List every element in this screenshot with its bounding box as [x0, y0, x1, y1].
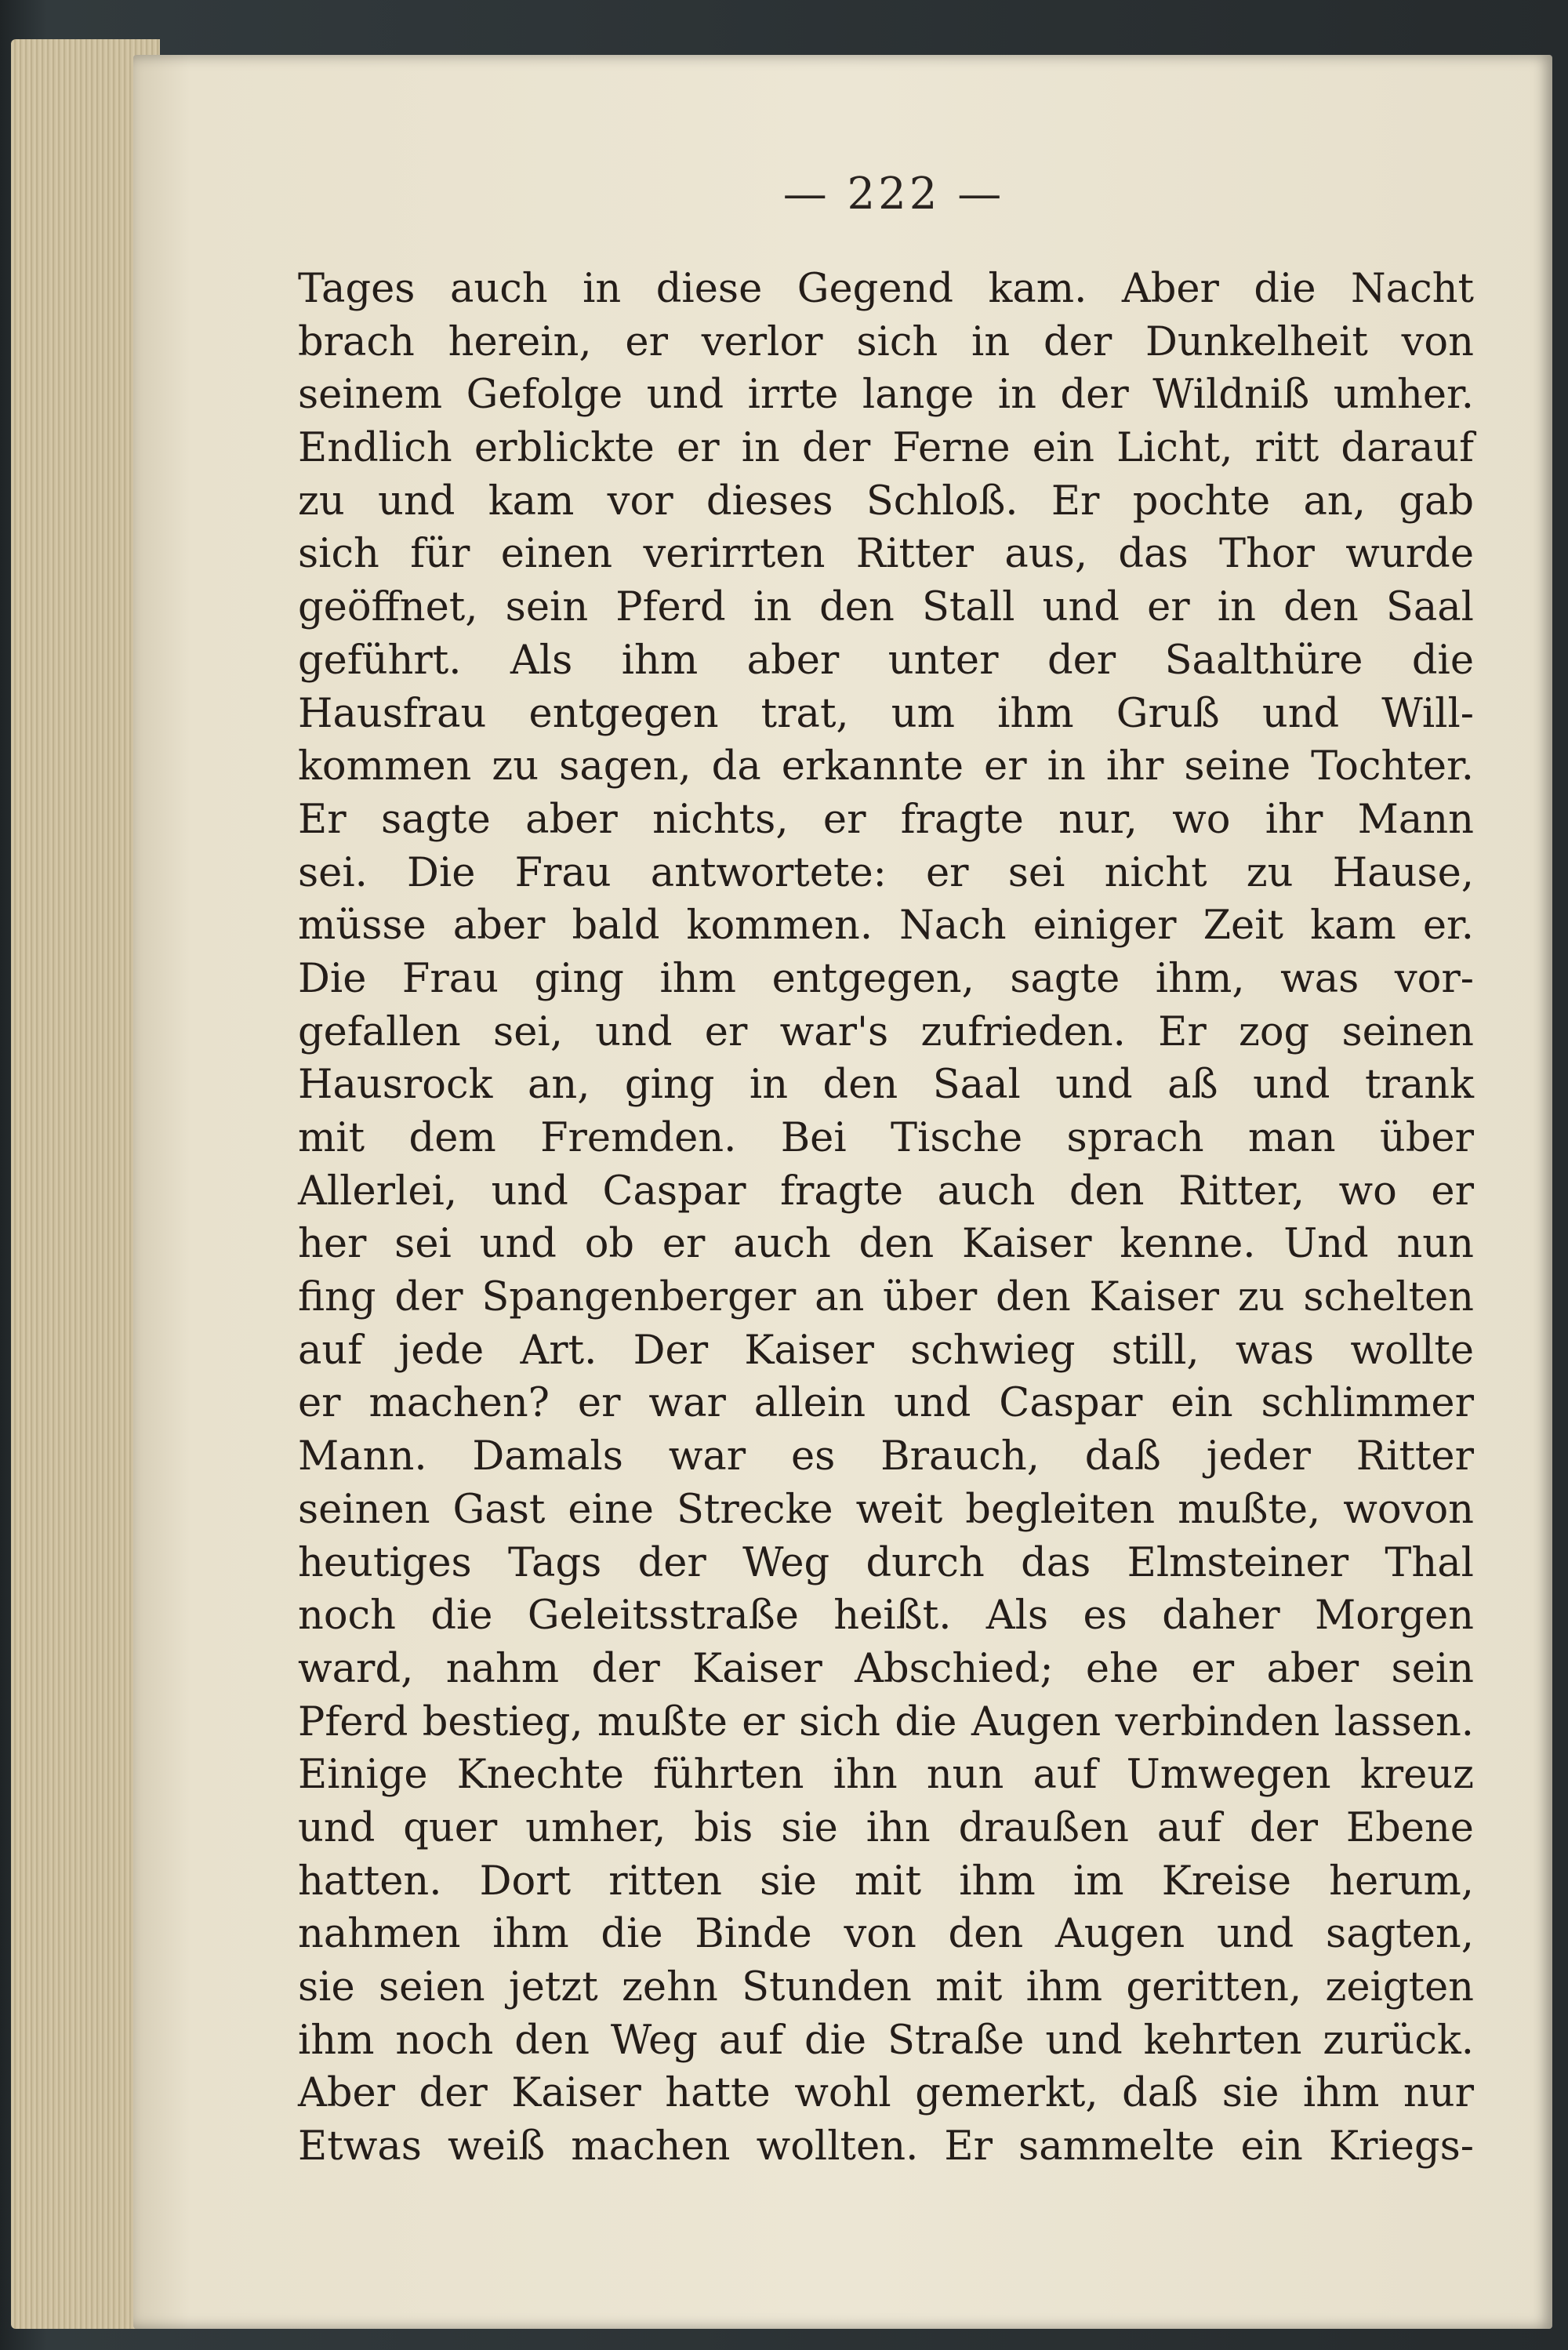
text-line: und quer umher, bis sie ihn draußen auf der Ebene: [298, 1804, 1474, 1851]
text-line: noch die Geleitsstraße heißt. Als es daher Morgen: [298, 1593, 1474, 1640]
text-line: Hausrock an, ging in den Saal und aß und trank: [298, 1062, 1474, 1109]
text-line: ward, nahm der Kaiser Abschied; ehe er aber sein: [298, 1645, 1474, 1692]
text-line: geöffnet, sein Pferd in den Stall und er in den Saal: [298, 584, 1474, 631]
text-line: sich für einen verirrten Ritter aus, das Thor wurde: [298, 531, 1474, 578]
text-line: her sei und ob er auch den Kaiser kenne. Und nun: [298, 1221, 1474, 1268]
text-line: sie seien jetzt zehn Stunden mit ihm geritten, zeigten: [298, 1964, 1474, 2010]
text-line: hatten. Dort ritten sie mit ihm im Kreise herum,: [298, 1858, 1474, 1905]
text-line: Aber der Kaiser hatte wohl gemerkt, daß sie ihm nur: [298, 2070, 1474, 2117]
text-line: zu und kam vor dieses Schloß. Er pochte an, gab: [298, 478, 1474, 525]
text-line: Hausfrau entgegen trat, um ihm Gruß und Will-: [298, 690, 1474, 737]
text-line: Einige Knechte führten ihn nun auf Umwegen kreuz: [298, 1752, 1474, 1799]
text-line: sei. Die Frau antwortete: er sei nicht zu Hause,: [298, 849, 1474, 896]
text-line: brach herein, er verlor sich in der Dunkelheit von: [298, 318, 1474, 365]
text-line: er machen? er war allein und Caspar ein schlimmer: [298, 1380, 1474, 1427]
text-line: gefallen sei, und er war's zufrieden. Er zog seinen: [298, 1008, 1474, 1055]
text-line: geführt. Als ihm aber unter der Saalthüre die: [298, 637, 1474, 684]
text-line: ihm noch den Weg auf die Straße und kehrten zurück.: [298, 2017, 1474, 2064]
text-line: Allerlei, und Caspar fragte auch den Ritter, wo er: [298, 1168, 1474, 1215]
text-line: Pferd bestieg, mußte er sich die Augen verbinden lassen.: [298, 1698, 1474, 1745]
text-line: mit dem Fremden. Bei Tische sprach man über: [298, 1115, 1474, 1161]
text-line: auf jede Art. Der Kaiser schwieg still, was wollte: [298, 1327, 1474, 1374]
text-line: seinem Gefolge und irrte lange in der Wildniß umher.: [298, 372, 1474, 419]
text-line: Er sagte aber nichts, er fragte nur, wo ihr Mann: [298, 796, 1474, 843]
text-line: Etwas weiß machen wollten. Er sammelte ein Kriegs-: [298, 2123, 1474, 2170]
text-line: heutiges Tags der Weg durch das Elmsteiner Thal: [298, 1539, 1474, 1586]
text-line: nahmen ihm die Binde von den Augen und sagten,: [298, 1911, 1474, 1958]
text-line: kommen zu sagen, da erkannte er in ihr seine Tochter.: [298, 743, 1474, 790]
text-line: seinen Gast eine Strecke weit begleiten mußte, wovon: [298, 1486, 1474, 1533]
page-number-header: — 222 —: [782, 169, 1005, 220]
text-line: Die Frau ging ihm entgegen, sagte ihm, was vor-: [298, 955, 1474, 1002]
body-text: [298, 263, 1474, 2174]
text-line: Endlich erblickte er in der Ferne ein Licht, ritt darauf: [298, 425, 1474, 472]
text-line: fing der Spangenberger an über den Kaiser zu schelten: [298, 1274, 1474, 1321]
text-line: Mann. Damals war es Brauch, daß jeder Ritter: [298, 1433, 1474, 1480]
text-line: Tages auch in diese Gegend kam. Aber die Nacht: [298, 266, 1474, 312]
text-line: müsse aber bald kommen. Nach einiger Zeit kam er.: [298, 903, 1474, 950]
